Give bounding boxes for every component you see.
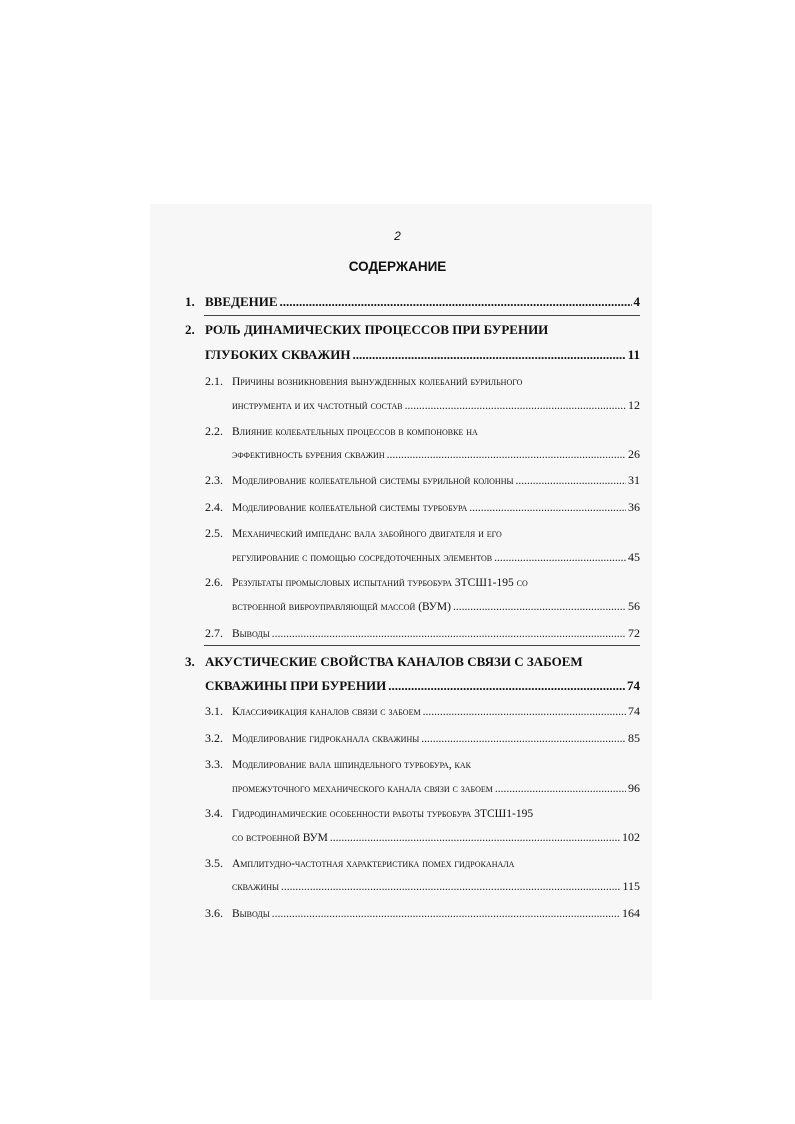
entry-number: 2.3.	[205, 473, 223, 487]
toc-entry-2-6-line2[interactable]	[232, 599, 640, 614]
entry-title: Причины возникновения вынужденных колебаний бурильного	[232, 376, 523, 388]
entry-page: 56	[628, 599, 640, 613]
dot-leader	[280, 294, 632, 310]
entry-title: Амплитудно-частотная характеристика помех гидроканала	[232, 858, 515, 870]
entry-number: 2.4.	[205, 500, 223, 514]
entry-title: Моделирование колебательной системы бурильной колонны	[232, 475, 514, 487]
entry-number: 3.1.	[205, 704, 223, 718]
toc-entry-3-6[interactable]	[205, 906, 640, 921]
dot-leader	[405, 400, 626, 412]
toc-entry-3-3-line2[interactable]	[232, 781, 640, 796]
toc-entry-3-2[interactable]	[205, 731, 640, 746]
entry-title-cont: СКВАЖИНЫ ПРИ БУРЕНИИ	[205, 678, 387, 693]
entry-number: 2.2.	[205, 424, 223, 438]
chapter-divider	[204, 645, 640, 646]
entry-title: Выводы	[232, 628, 270, 640]
entry-title: РОЛЬ ДИНАМИЧЕСКИХ ПРОЦЕССОВ ПРИ БУРЕНИИ	[205, 322, 549, 337]
toc-entry-2-7[interactable]	[205, 626, 640, 641]
dot-leader	[421, 733, 626, 745]
dot-leader	[495, 783, 626, 795]
entry-title: Результаты промысловых испытаний турбобура 3ТСШ1-195 со	[232, 577, 528, 589]
entry-title: Классификация каналов связи с забоем	[232, 706, 421, 718]
entry-number: 2.	[185, 322, 195, 337]
entry-page: 115	[622, 879, 640, 893]
toc-entry-2-2-line1[interactable]	[205, 424, 640, 439]
toc-entry-2-line1[interactable]	[185, 322, 640, 338]
dot-leader	[515, 475, 626, 487]
entry-page: 74	[627, 678, 640, 693]
entry-page: 31	[628, 473, 640, 487]
entry-page: 85	[628, 731, 640, 745]
entry-title-cont: промежуточного механического канала связи с забоем	[232, 783, 493, 795]
entry-page: 74	[628, 704, 640, 718]
page-number: 2	[394, 229, 401, 243]
toc-entry-2-line2[interactable]	[205, 347, 640, 363]
dot-leader	[423, 706, 626, 718]
entry-title-cont: инструмента и их частотный состав	[232, 400, 403, 412]
entry-number: 3.5.	[205, 856, 223, 870]
entry-number: 2.1.	[205, 374, 223, 388]
entry-title: Механический импеданс вала забойного двигателя и его	[232, 528, 502, 540]
toc-entry-3-line2[interactable]	[205, 678, 640, 694]
entry-number: 2.6.	[205, 575, 223, 589]
dot-leader	[469, 502, 626, 514]
entry-title-cont: регулирование с помощью сосредоточенных элементов	[232, 552, 493, 564]
toc-entry-2-1-line2[interactable]	[232, 398, 640, 413]
entry-page: 12	[628, 398, 640, 412]
entry-title-cont: встроенной виброуправляющей массой (ВУМ)	[232, 601, 451, 613]
entry-title-cont: эффективность бурения скважин	[232, 449, 385, 461]
dot-leader	[330, 832, 620, 844]
toc-entry-3-3-line1[interactable]	[205, 757, 640, 772]
entry-title: Гидродинамические особенности работы турбобура 3ТСШ1-195	[232, 808, 534, 820]
toc-entry-2-6-line1[interactable]	[205, 575, 640, 590]
toc-entry-3-5-line2[interactable]	[232, 879, 640, 894]
toc-title: СОДЕРЖАНИЕ	[348, 259, 447, 274]
entry-number: 3.3.	[205, 757, 223, 771]
dot-leader	[453, 601, 626, 613]
toc-entry-2-5-line1[interactable]	[205, 526, 640, 541]
entry-page: 45	[628, 550, 640, 564]
toc-entry-2-5-line2[interactable]	[232, 550, 640, 565]
chapter-divider	[204, 315, 640, 316]
toc-entry-3-5-line1[interactable]	[205, 856, 640, 871]
toc-entry-2-3[interactable]	[205, 473, 640, 488]
entry-title: Выводы	[232, 908, 270, 920]
dot-leader	[272, 628, 626, 640]
entry-title-cont: скважины	[232, 881, 279, 893]
entry-number: 3.	[185, 654, 195, 669]
dot-leader	[388, 678, 625, 694]
entry-title: Моделирование вала шпиндельного турбобура, как	[232, 759, 471, 771]
entry-number: 1.	[185, 294, 195, 309]
entry-page: 72	[628, 626, 640, 640]
entry-title-cont: ГЛУБОКИХ СКВАЖИН	[205, 347, 351, 362]
entry-title: Влияние колебательных процессов в компоновке на	[232, 426, 478, 438]
entry-title-cont: со встроенной ВУМ	[232, 832, 328, 844]
toc-entry-1[interactable]	[185, 294, 640, 310]
toc-entry-2-1-line1[interactable]	[205, 374, 640, 389]
entry-number: 3.2.	[205, 731, 223, 745]
entry-title: Моделирование колебательной системы турбобура	[232, 502, 468, 514]
toc-entry-3-4-line2[interactable]	[232, 830, 640, 845]
toc-entry-3-line1[interactable]	[185, 654, 640, 670]
entry-page: 4	[633, 294, 640, 309]
dot-leader	[387, 449, 626, 461]
entry-page: 102	[622, 830, 640, 844]
entry-page: 26	[628, 447, 640, 461]
entry-page: 96	[628, 781, 640, 795]
dot-leader	[272, 908, 620, 920]
entry-number: 2.7.	[205, 626, 223, 640]
toc-entry-2-4[interactable]	[205, 500, 640, 515]
entry-title: АКУСТИЧЕСКИЕ СВОЙСТВА КАНАЛОВ СВЯЗИ С ЗАБОЕМ	[205, 654, 583, 669]
entry-page: 36	[628, 500, 640, 514]
entry-number: 3.6.	[205, 906, 223, 920]
dot-leader	[352, 347, 625, 363]
entry-page: 164	[622, 906, 640, 920]
entry-title: ВВЕДЕНИЕ	[205, 294, 278, 309]
toc-entry-2-2-line2[interactable]	[232, 447, 640, 462]
entry-page: 11	[627, 347, 640, 362]
dot-leader	[281, 881, 620, 893]
dot-leader	[494, 552, 626, 564]
entry-title: Моделирование гидроканала скважины	[232, 733, 420, 745]
toc-entry-3-1[interactable]	[205, 704, 640, 719]
toc-entry-3-4-line1[interactable]	[205, 806, 640, 821]
entry-number: 2.5.	[205, 526, 223, 540]
entry-number: 3.4.	[205, 806, 223, 820]
